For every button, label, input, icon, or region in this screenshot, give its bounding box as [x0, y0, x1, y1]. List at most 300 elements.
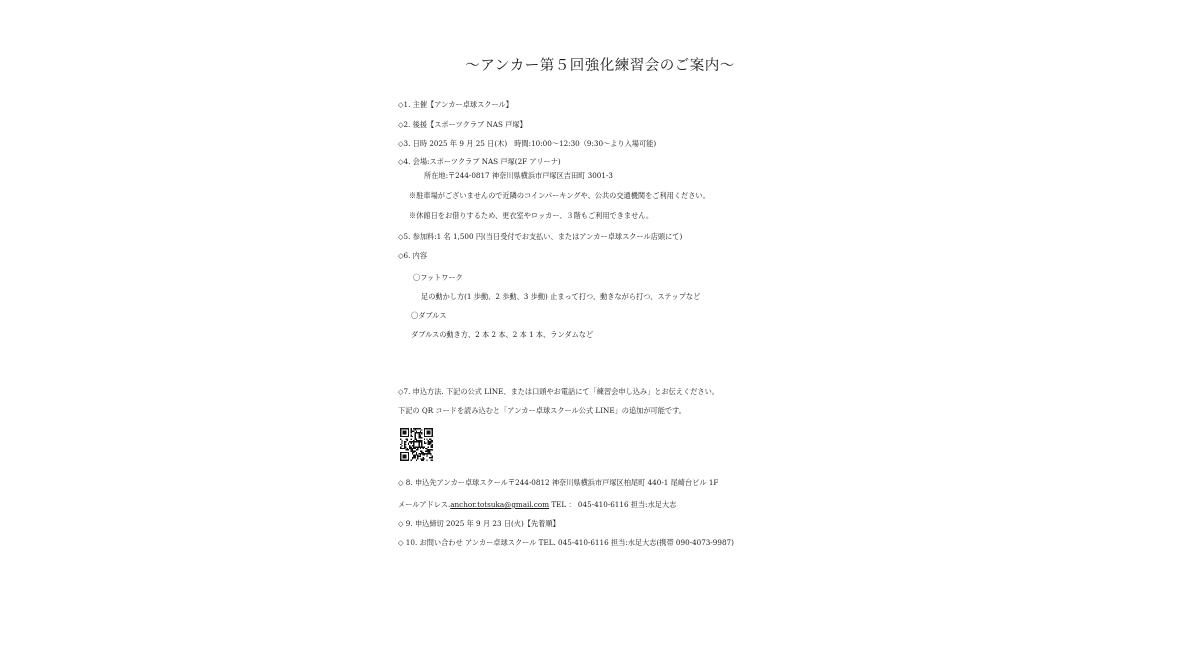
- qr-module: [424, 431, 425, 432]
- qr-module: [425, 443, 426, 444]
- section-fee: ◇5. 参加料:1 名 1,500 円(当日受付でお支払い、またはアンカー卓球スクール店頭にて): [398, 232, 683, 241]
- qr-instruction: 下記の QR コードを読み込むと「アンカー卓球スクール公式 LINE」の追加が可能です。: [398, 406, 686, 415]
- qr-module: [428, 432, 429, 433]
- qr-module: [405, 431, 406, 432]
- qr-module: [409, 445, 410, 446]
- qr-module: [415, 436, 416, 437]
- qr-module: [408, 443, 409, 444]
- qr-module: [426, 448, 427, 449]
- qr-module: [405, 428, 406, 429]
- qr-module: [430, 441, 431, 442]
- qr-module: [432, 432, 433, 433]
- qr-module: [424, 453, 425, 454]
- qr-module: [420, 454, 421, 455]
- qr-module: [421, 440, 422, 441]
- qr-module: [407, 448, 408, 449]
- qr-module: [403, 456, 404, 457]
- qr-module: [411, 435, 412, 436]
- qr-module: [413, 446, 414, 447]
- qr-module: [416, 453, 417, 454]
- qr-module: [411, 448, 412, 449]
- qr-module: [411, 446, 412, 447]
- qr-module: [422, 457, 423, 458]
- qr-module: [424, 433, 425, 434]
- qr-module: [400, 454, 401, 455]
- qr-module: [404, 441, 405, 442]
- qr-module: [430, 443, 431, 444]
- qr-module: [408, 433, 409, 434]
- section-venue: ◇4. 会場:スポーツクラブ NAS 戸塚(2F アリーナ): [398, 157, 561, 166]
- qr-module: [429, 433, 430, 434]
- qr-module: [400, 453, 401, 454]
- qr-module: [412, 450, 413, 451]
- qr-module: [411, 431, 412, 432]
- qr-module: [418, 428, 419, 429]
- qr-module: [418, 445, 419, 446]
- qr-module: [420, 453, 421, 454]
- qr-module: [400, 432, 401, 433]
- qr-module: [418, 435, 419, 436]
- qr-module: [421, 445, 422, 446]
- note-parking: ※駐車場がございませんので近隣のコインパーキングや、公共の交通機関をご利用ください。: [409, 191, 710, 200]
- qr-module: [432, 441, 433, 442]
- qr-module: [400, 456, 401, 457]
- qr-module: [429, 452, 430, 453]
- qr-module: [415, 441, 416, 442]
- qr-module: [400, 431, 401, 432]
- qr-module: [404, 445, 405, 446]
- qr-module: [418, 436, 419, 437]
- qr-module: [421, 450, 422, 451]
- qr-module: [417, 457, 418, 458]
- qr-module: [428, 446, 429, 447]
- qr-module: [401, 460, 402, 461]
- qr-module: [426, 460, 427, 461]
- qr-module: [412, 457, 413, 458]
- qr-module: [415, 439, 416, 440]
- qr-module: [416, 454, 417, 455]
- section-application-method: ◇7. 申込方法. 下記の公式 LINE、または口頭やお電話にて「練習会申し込み」とお伝えください。: [398, 387, 719, 396]
- qr-module: [413, 444, 414, 445]
- qr-module: [426, 450, 427, 451]
- qr-module: [405, 436, 406, 437]
- section-sponsor: ◇2. 後援【スポーツクラブ NAS 戸塚】: [398, 120, 527, 129]
- qr-module: [412, 453, 413, 454]
- qr-module: [426, 453, 427, 454]
- qr-module: [422, 460, 423, 461]
- qr-module: [403, 436, 404, 437]
- qr-module: [405, 460, 406, 461]
- qr-module: [426, 428, 427, 429]
- qr-module: [416, 440, 417, 441]
- qr-module: [408, 460, 409, 461]
- qr-module: [413, 443, 414, 444]
- qr-module: [421, 443, 422, 444]
- qr-module: [421, 446, 422, 447]
- qr-module: [408, 432, 409, 433]
- section-organizer: ◇1. 主催【アンカー卓球スクール】: [398, 100, 513, 109]
- qr-module: [424, 446, 425, 447]
- qr-module: [404, 436, 405, 437]
- qr-module: [428, 440, 429, 441]
- qr-module: [428, 452, 429, 453]
- contact-email-line: [398, 500, 676, 510]
- content-doubles-detail: ダブルスの動き方、2 本 2 本、2 本 1 本、ランダムなど: [411, 330, 594, 339]
- qr-module: [432, 460, 433, 461]
- qr-module: [428, 444, 429, 445]
- qr-module: [412, 452, 413, 453]
- qr-module: [424, 429, 425, 430]
- qr-module: [404, 448, 405, 449]
- qr-module: [416, 452, 417, 453]
- qr-module: [432, 457, 433, 458]
- qr-module: [413, 454, 414, 455]
- qr-module: [405, 457, 406, 458]
- qr-module: [403, 433, 404, 434]
- qr-module: [405, 432, 406, 433]
- qr-module: [420, 436, 421, 437]
- qr-module: [416, 460, 417, 461]
- qr-module: [415, 433, 416, 434]
- qr-module: [415, 454, 416, 455]
- qr-module: [430, 449, 431, 450]
- qr-module: [411, 429, 412, 430]
- qr-module: [416, 439, 417, 440]
- qr-module: [404, 432, 405, 433]
- qr-module: [430, 445, 431, 446]
- qr-module: [403, 452, 404, 453]
- qr-module: [413, 456, 414, 457]
- qr-module: [428, 433, 429, 434]
- qr-module: [428, 436, 429, 437]
- qr-module: [429, 431, 430, 432]
- qr-module: [404, 444, 405, 445]
- qr-module: [416, 441, 417, 442]
- qr-module: [420, 450, 421, 451]
- qr-module: [413, 441, 414, 442]
- qr-module: [416, 446, 417, 447]
- qr-module: [424, 458, 425, 459]
- qr-module: [413, 428, 414, 429]
- qr-module: [400, 460, 401, 461]
- qr-module: [421, 441, 422, 442]
- qr-module: [405, 449, 406, 450]
- qr-module: [421, 429, 422, 430]
- qr-module: [418, 432, 419, 433]
- venue-address: 所在地:〒244-0817 神奈川県横浜市戸塚区吉田町 3001-3: [424, 171, 613, 180]
- qr-module: [422, 458, 423, 459]
- qr-module: [401, 441, 402, 442]
- qr-module: [400, 444, 401, 445]
- qr-module: [404, 454, 405, 455]
- qr-module: [412, 436, 413, 437]
- qr-module: [411, 436, 412, 437]
- qr-module: [412, 445, 413, 446]
- qr-module: [415, 446, 416, 447]
- qr-module: [405, 444, 406, 445]
- qr-module: [400, 433, 401, 434]
- qr-module: [415, 456, 416, 457]
- qr-module: [400, 429, 401, 430]
- qr-module: [424, 436, 425, 437]
- qr-module: [426, 433, 427, 434]
- qr-module: [401, 448, 402, 449]
- qr-module: [420, 440, 421, 441]
- qr-module: [418, 443, 419, 444]
- qr-module: [426, 432, 427, 433]
- qr-module: [425, 448, 426, 449]
- qr-module: [421, 458, 422, 459]
- qr-module: [415, 437, 416, 438]
- qr-module: [413, 445, 414, 446]
- qr-module: [415, 429, 416, 430]
- qr-module: [425, 450, 426, 451]
- email-prefix: メールアドレス.: [398, 500, 451, 509]
- qr-module: [411, 441, 412, 442]
- qr-module: [424, 428, 425, 429]
- qr-module: [400, 439, 401, 440]
- qr-module: [428, 441, 429, 442]
- qr-module: [407, 449, 408, 450]
- qr-module: [405, 454, 406, 455]
- qr-module: [429, 436, 430, 437]
- qr-module: [416, 431, 417, 432]
- qr-module: [418, 444, 419, 445]
- qr-module: [408, 436, 409, 437]
- qr-module: [404, 428, 405, 429]
- qr-module: [418, 453, 419, 454]
- qr-module: [407, 460, 408, 461]
- qr-module: [401, 428, 402, 429]
- qr-module: [405, 433, 406, 434]
- qr-module: [426, 439, 427, 440]
- qr-module: [420, 448, 421, 449]
- qr-module: [428, 431, 429, 432]
- qr-module: [413, 448, 414, 449]
- email-suffix: TEL ： 045-410-6116 担当:水足大志: [549, 500, 677, 509]
- qr-module: [418, 440, 419, 441]
- qr-module: [411, 443, 412, 444]
- qr-module: [430, 460, 431, 461]
- qr-module: [404, 431, 405, 432]
- qr-module: [421, 432, 422, 433]
- qr-module: [403, 448, 404, 449]
- qr-module: [413, 452, 414, 453]
- qr-module: [432, 456, 433, 457]
- qr-module: [429, 441, 430, 442]
- qr-module: [404, 443, 405, 444]
- qr-module: [408, 428, 409, 429]
- qr-module: [413, 440, 414, 441]
- qr-module: [430, 457, 431, 458]
- qr-module: [401, 436, 402, 437]
- qr-module: [416, 428, 417, 429]
- section-deadline: ◇ 9. 申込締切 2025 年 9 月 23 日(火)【先着順】: [398, 519, 560, 528]
- qr-module: [407, 436, 408, 437]
- content-footwork-heading: 〇フットワーク: [413, 273, 463, 282]
- qr-module: [432, 449, 433, 450]
- qr-module: [425, 428, 426, 429]
- qr-module: [415, 432, 416, 433]
- qr-module: [429, 439, 430, 440]
- section-inquiries: ◇ 10. お問い合わせ アンカー卓球スクール TEL. 045-410-6116 担当:水足大志(携帯 090-4073-9987): [398, 538, 734, 547]
- qr-module: [424, 435, 425, 436]
- qr-module: [417, 441, 418, 442]
- qr-module: [417, 448, 418, 449]
- qr-code-image: [400, 428, 433, 461]
- qr-module: [420, 458, 421, 459]
- qr-module: [411, 449, 412, 450]
- qr-module: [424, 439, 425, 440]
- qr-module: [407, 428, 408, 429]
- qr-module: [421, 452, 422, 453]
- qr-module: [403, 428, 404, 429]
- qr-module: [412, 458, 413, 459]
- qr-module: [432, 440, 433, 441]
- line-qr-code[interactable]: [400, 428, 433, 461]
- qr-module: [422, 452, 423, 453]
- qr-module: [420, 437, 421, 438]
- qr-module: [429, 449, 430, 450]
- qr-module: [403, 460, 404, 461]
- qr-module: [424, 432, 425, 433]
- qr-module: [429, 453, 430, 454]
- qr-module: [405, 441, 406, 442]
- document-title: 〜アンカー第５回強化練習会のご案内〜: [465, 58, 735, 74]
- qr-module: [424, 454, 425, 455]
- qr-module: [415, 435, 416, 436]
- qr-module: [420, 441, 421, 442]
- qr-module: [412, 449, 413, 450]
- qr-module: [417, 440, 418, 441]
- qr-module: [408, 456, 409, 457]
- qr-module: [420, 456, 421, 457]
- qr-module: [432, 445, 433, 446]
- qr-module: [425, 453, 426, 454]
- email-link[interactable]: anchor.totsuka@gmail.com: [450, 500, 550, 509]
- qr-module: [400, 457, 401, 458]
- qr-module: [405, 452, 406, 453]
- qr-module: [432, 446, 433, 447]
- qr-module: [411, 460, 412, 461]
- qr-module: [428, 443, 429, 444]
- qr-module: [429, 450, 430, 451]
- qr-module: [418, 446, 419, 447]
- qr-module: [421, 453, 422, 454]
- qr-module: [404, 457, 405, 458]
- qr-module: [411, 432, 412, 433]
- qr-module: [416, 449, 417, 450]
- qr-module: [420, 431, 421, 432]
- qr-module: [403, 431, 404, 432]
- qr-module: [412, 448, 413, 449]
- qr-module: [417, 456, 418, 457]
- qr-module: [411, 439, 412, 440]
- qr-module: [413, 450, 414, 451]
- qr-module: [415, 457, 416, 458]
- qr-module: [403, 432, 404, 433]
- qr-module: [430, 446, 431, 447]
- qr-module: [432, 431, 433, 432]
- qr-module: [404, 460, 405, 461]
- qr-module: [420, 428, 421, 429]
- content-footwork-detail: 足の動かし方(1 歩動、2 歩動、3 歩動) 止まって打つ、動きながら打つ、ステップなど: [421, 292, 701, 301]
- qr-module: [403, 454, 404, 455]
- qr-module: [422, 446, 423, 447]
- qr-module: [421, 444, 422, 445]
- qr-module: [401, 443, 402, 444]
- qr-module: [403, 457, 404, 458]
- qr-module: [412, 431, 413, 432]
- qr-module: [408, 444, 409, 445]
- qr-module: [408, 458, 409, 459]
- qr-module: [407, 452, 408, 453]
- qr-module: [417, 458, 418, 459]
- qr-module: [430, 439, 431, 440]
- qr-module: [408, 429, 409, 430]
- qr-module: [409, 448, 410, 449]
- qr-module: [420, 446, 421, 447]
- qr-module: [429, 443, 430, 444]
- qr-module: [418, 441, 419, 442]
- qr-module: [408, 457, 409, 458]
- qr-module: [420, 435, 421, 436]
- qr-module: [413, 431, 414, 432]
- qr-module: [400, 436, 401, 437]
- qr-module: [404, 433, 405, 434]
- qr-module: [432, 436, 433, 437]
- qr-module: [426, 449, 427, 450]
- qr-module: [428, 450, 429, 451]
- qr-module: [416, 432, 417, 433]
- qr-module: [422, 448, 423, 449]
- qr-module: [417, 432, 418, 433]
- qr-module: [404, 446, 405, 447]
- qr-module: [421, 433, 422, 434]
- qr-module: [424, 443, 425, 444]
- qr-module: [400, 458, 401, 459]
- qr-module: [400, 452, 401, 453]
- qr-module: [426, 456, 427, 457]
- qr-module: [407, 440, 408, 441]
- qr-module: [420, 432, 421, 433]
- section-content: ◇6. 内容: [398, 251, 428, 260]
- qr-module: [408, 454, 409, 455]
- qr-module: [409, 446, 410, 447]
- qr-module: [429, 444, 430, 445]
- qr-module: [408, 431, 409, 432]
- section-datetime: ◇3. 日時 2025 年 9 月 25 日(木) 時間:10:00〜12:30（9:30〜より入場可能): [398, 139, 657, 148]
- qr-module: [409, 441, 410, 442]
- qr-module: [424, 441, 425, 442]
- qr-module: [408, 449, 409, 450]
- section-application-destination: ◇ 8. 申込先アンカー卓球スクール〒244-0812 神奈川県横浜市戸塚区柏尾町 440-1 尾崎台ビル 1F: [398, 478, 719, 487]
- qr-module: [405, 446, 406, 447]
- qr-module: [400, 428, 401, 429]
- qr-module: [407, 439, 408, 440]
- qr-module: [400, 448, 401, 449]
- qr-module: [426, 454, 427, 455]
- qr-module: [408, 435, 409, 436]
- qr-module: [405, 456, 406, 457]
- qr-module: [408, 452, 409, 453]
- qr-module: [400, 446, 401, 447]
- qr-module: [429, 432, 430, 433]
- qr-module: [421, 460, 422, 461]
- qr-module: [426, 431, 427, 432]
- qr-module: [417, 428, 418, 429]
- qr-module: [418, 433, 419, 434]
